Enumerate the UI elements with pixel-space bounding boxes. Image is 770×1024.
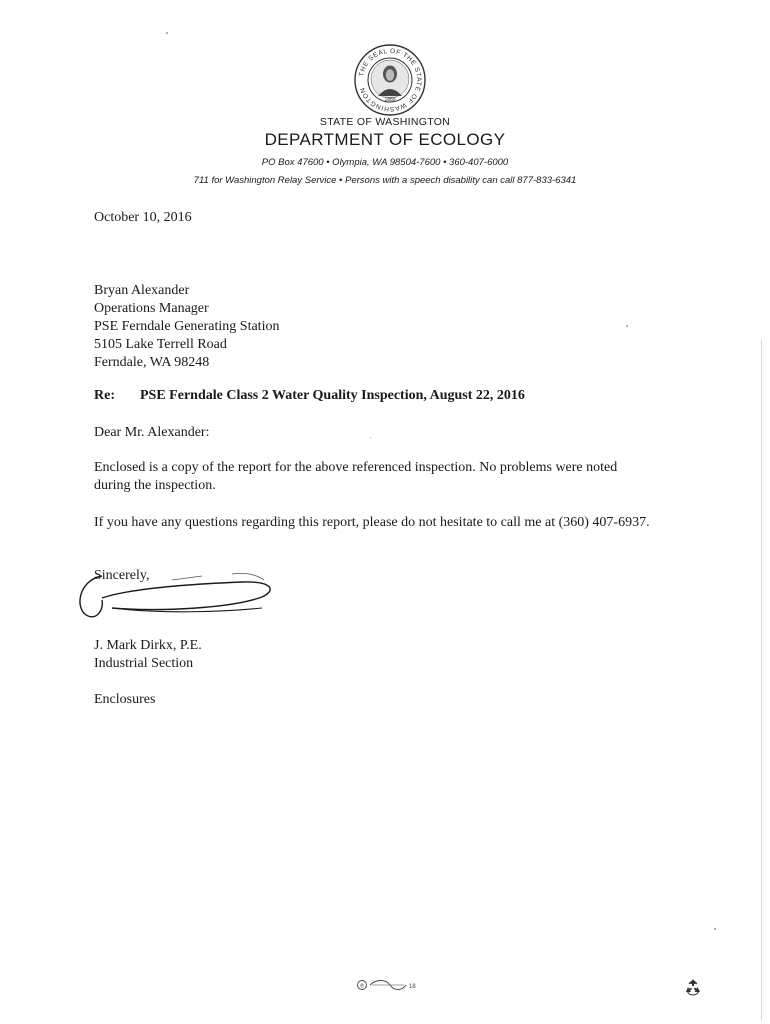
enclosures-note: Enclosures: [94, 692, 156, 707]
subject-text: PSE Ferndale Class 2 Water Quality Inspection, August 22, 2016: [140, 388, 525, 403]
svg-text:1889: 1889: [384, 97, 396, 103]
signer-name: J. Mark Dirkx, P.E.: [94, 638, 202, 653]
scan-edge-line: [761, 340, 762, 1020]
recipient-name: Bryan Alexander: [94, 283, 190, 298]
letterhead-department: DEPARTMENT OF ECOLOGY: [264, 130, 506, 149]
recipient-city-state-zip: Ferndale, WA 98248: [94, 355, 210, 370]
svg-text:THE SEAL OF THE STATE OF WASHI: THE SEAL OF THE STATE OF WASHINGTON: [358, 47, 423, 113]
signer-block: [94, 637, 202, 673]
letterhead-address: PO Box 47600 • Olympia, WA 98504-7600 • 360-407-6000: [261, 157, 509, 168]
scan-speck: [370, 437, 371, 438]
closing: Sincerely,: [94, 568, 150, 583]
print-mark-icon: [356, 978, 418, 992]
scan-speck: [714, 928, 716, 930]
recipient-street: 5105 Lake Terrell Road: [94, 337, 227, 352]
signer-section: Industrial Section: [94, 656, 194, 671]
subject-label: Re:: [94, 388, 115, 403]
recipient-address-block: [94, 282, 279, 372]
state-seal-logo: [354, 44, 426, 116]
handwritten-signature: [72, 562, 302, 632]
recipient-organization: PSE Ferndale Generating Station: [94, 319, 280, 334]
svg-text:®: ®: [359, 983, 365, 990]
scan-speck: [166, 32, 168, 34]
letterhead-state: STATE OF WASHINGTON: [319, 116, 451, 128]
print-mark-number: 18: [409, 984, 416, 990]
letter-date: October 10, 2016: [94, 210, 192, 225]
subject-line: [94, 387, 525, 405]
recycle-icon: [682, 976, 704, 998]
body-paragraph-2: If you have any questions regarding this report, please do not hesitate to call me at (360) 407-6937.: [94, 515, 650, 530]
scan-speck: [626, 325, 628, 327]
recipient-title: Operations Manager: [94, 301, 209, 316]
salutation: Dear Mr. Alexander:: [94, 425, 210, 440]
body-paragraph-1: Enclosed is a copy of the report for the above referenced inspection. No problems were noted during the inspection.: [94, 460, 618, 493]
letterhead-relay-service: 711 for Washington Relay Service • Persons with a speech disability can call 877-833-6341: [193, 175, 577, 186]
